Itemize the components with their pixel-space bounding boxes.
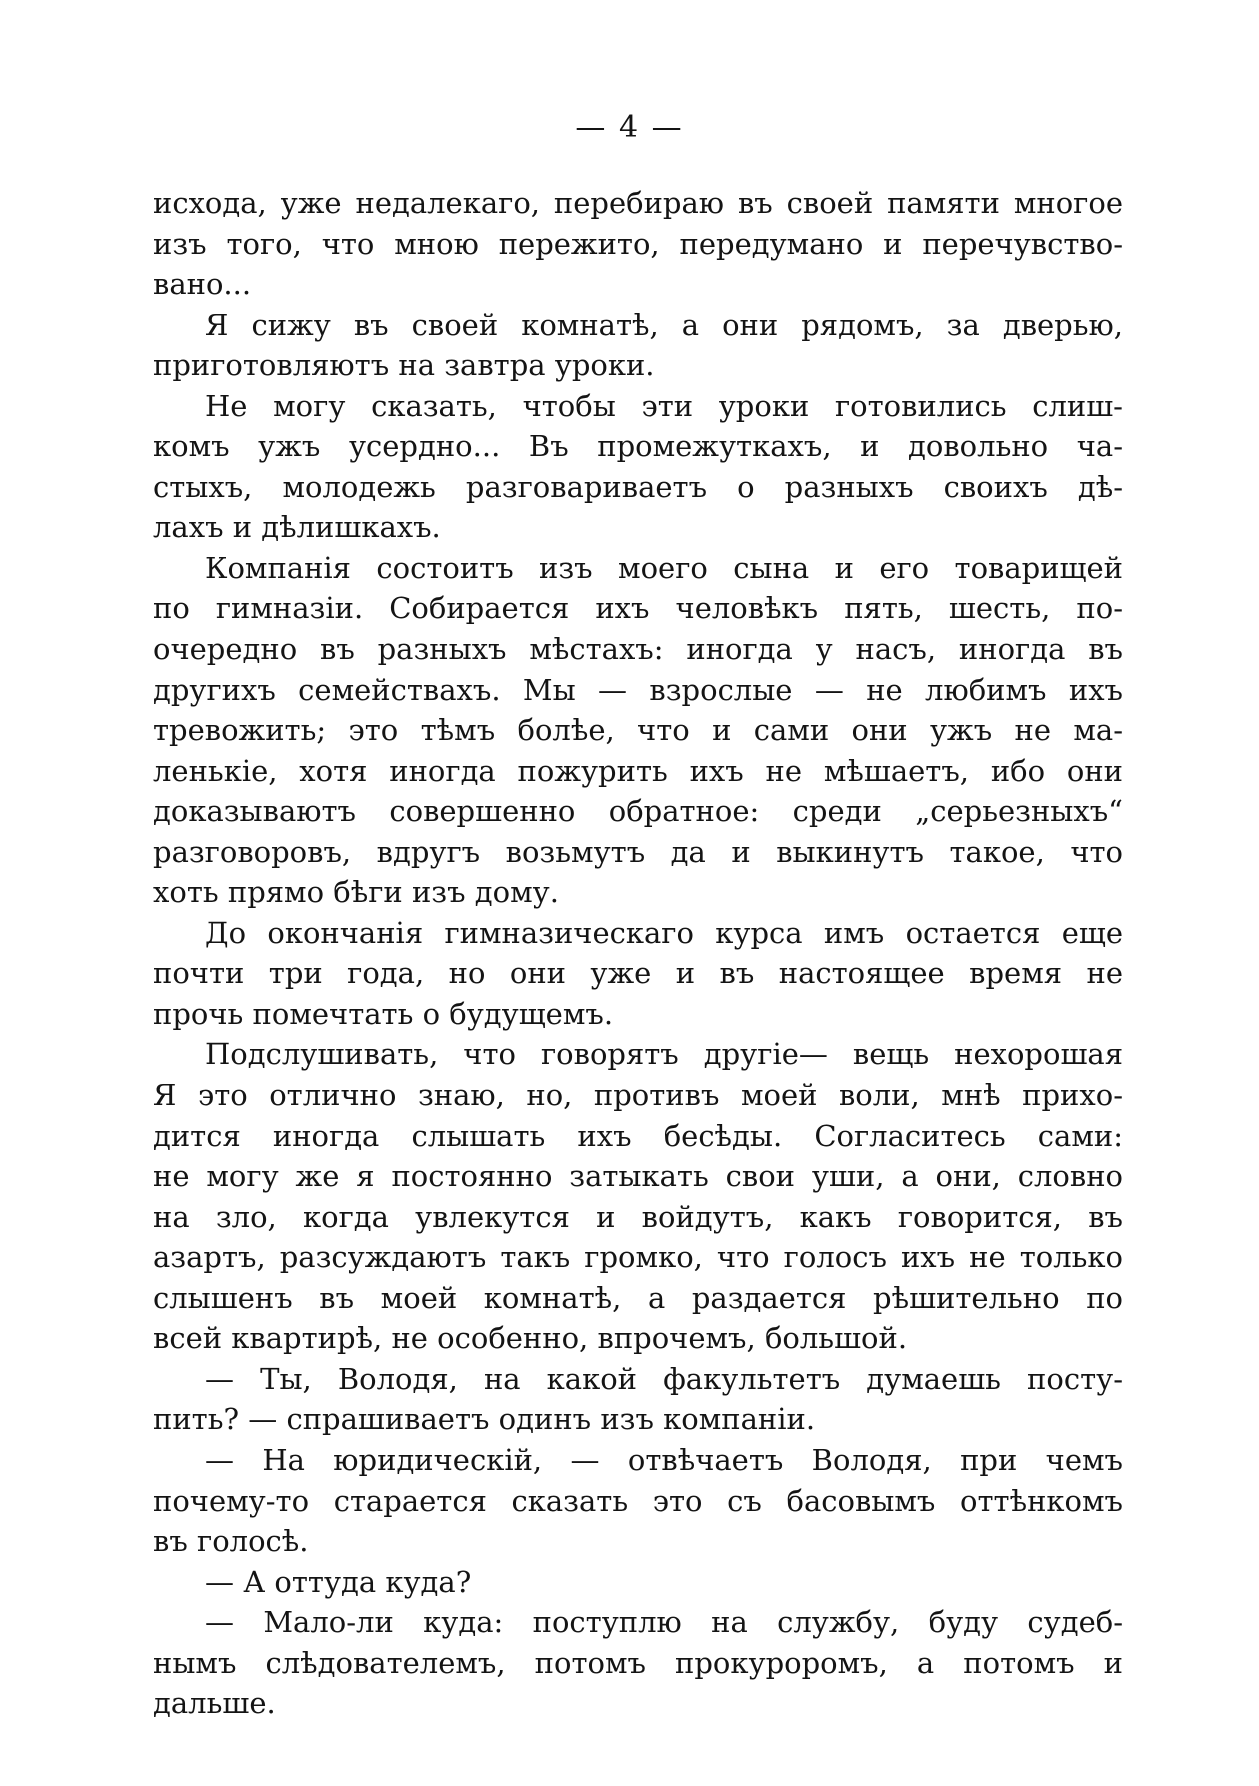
body-text (153, 183, 1123, 1724)
text-line: — А оттуда куда? (205, 1564, 472, 1599)
text-line: очередно въ разныхъ мѣстахъ: иногда у насъ, иногда въ (153, 632, 1123, 667)
text-line: — На юридическій, — отвѣчаетъ Володя, при чемъ (205, 1442, 1123, 1477)
text-line: другихъ семействахъ. Мы — взрослые — не любимъ ихъ (153, 672, 1123, 707)
text-line: До окончанія гимназическаго курса имъ остается еще (205, 915, 1123, 950)
text-line: тревожить; это тѣмъ болѣе, что и сами они ужъ не ма- (153, 713, 1123, 748)
text-line: изъ того, что мною пережито, передумано и перечувство- (153, 226, 1123, 261)
text-line: на зло, когда увлекутся и войдутъ, какъ говорится, въ (153, 1199, 1123, 1234)
text-line: — Ты, Володя, на какой факультетъ думаешь посту- (205, 1361, 1123, 1396)
text-line: комъ ужъ усердно... Въ промежуткахъ, и довольно ча- (153, 429, 1123, 464)
text-line: Компанія состоитъ изъ моего сына и его товарищей (205, 550, 1123, 585)
text-line: не могу же я постоянно затыкать свои уши, а они, словно (153, 1159, 1123, 1194)
text-line: хоть прямо бѣги изъ дому. (153, 875, 559, 910)
text-line: дится иногда слышать ихъ бесѣды. Согласитесь сами: (153, 1118, 1123, 1153)
text-line: — Мало-ли куда: поступлю на службу, буду судеб- (205, 1605, 1123, 1640)
text-line: слышенъ въ моей комнатѣ, а раздается рѣшительно по (153, 1280, 1123, 1315)
text-line: Не могу сказать, чтобы эти уроки готовились слиш- (205, 388, 1123, 423)
text-line: Я это отлично знаю, но, противъ моей воли, мнѣ прихо- (153, 1078, 1123, 1113)
text-line: всей квартирѣ, не особенно, впрочемъ, большой. (153, 1321, 908, 1356)
text-line: исхода, уже недалекаго, перебираю въ своей памяти многое (153, 186, 1123, 220)
text-line: нымъ слѣдователемъ, потомъ прокуроромъ, а потомъ и (153, 1645, 1123, 1680)
text-line: почти три года, но они уже и въ настоящее время не (153, 956, 1123, 991)
page-number: — 4 — (575, 110, 684, 145)
text-line: стыхъ, молодежь разговариваетъ о разныхъ своихъ дѣ- (153, 469, 1123, 504)
text-line: дальше. (153, 1686, 276, 1721)
text-line: почему-то старается сказать это съ басовымъ оттѣнкомъ (153, 1483, 1123, 1518)
text-line: прочь помечтать о будущемъ. (153, 996, 614, 1031)
text-line: разговоровъ, вдругъ возьмутъ да и выкинутъ такое, что (153, 834, 1123, 869)
text-line: Я сижу въ своей комнатѣ, а они рядомъ, за дверью, (205, 307, 1123, 342)
text-line: вано... (153, 267, 252, 302)
text-line: лахъ и дѣлишкахъ. (153, 510, 441, 545)
text-line: ленькіе, хотя иногда пожурить ихъ не мѣшаетъ, ибо они (153, 753, 1123, 788)
text-line: приготовляютъ на завтра уроки. (153, 348, 655, 383)
text-line: въ голосѣ. (153, 1524, 309, 1559)
text-line: пить? — спрашиваетъ одинъ изъ компаніи. (153, 1402, 816, 1437)
text-line: по гимназіи. Собирается ихъ человѣкъ пять, шесть, по- (153, 591, 1123, 626)
text-line: азартъ, разсуждаютъ такъ громко, что голосъ ихъ не только (153, 1240, 1123, 1275)
text-line: доказываютъ совершенно обратное: среди „серьезныхъ“ (153, 794, 1123, 829)
text-line: Подслушивать, что говорятъ другіе— вещь нехорошая (205, 1037, 1123, 1072)
